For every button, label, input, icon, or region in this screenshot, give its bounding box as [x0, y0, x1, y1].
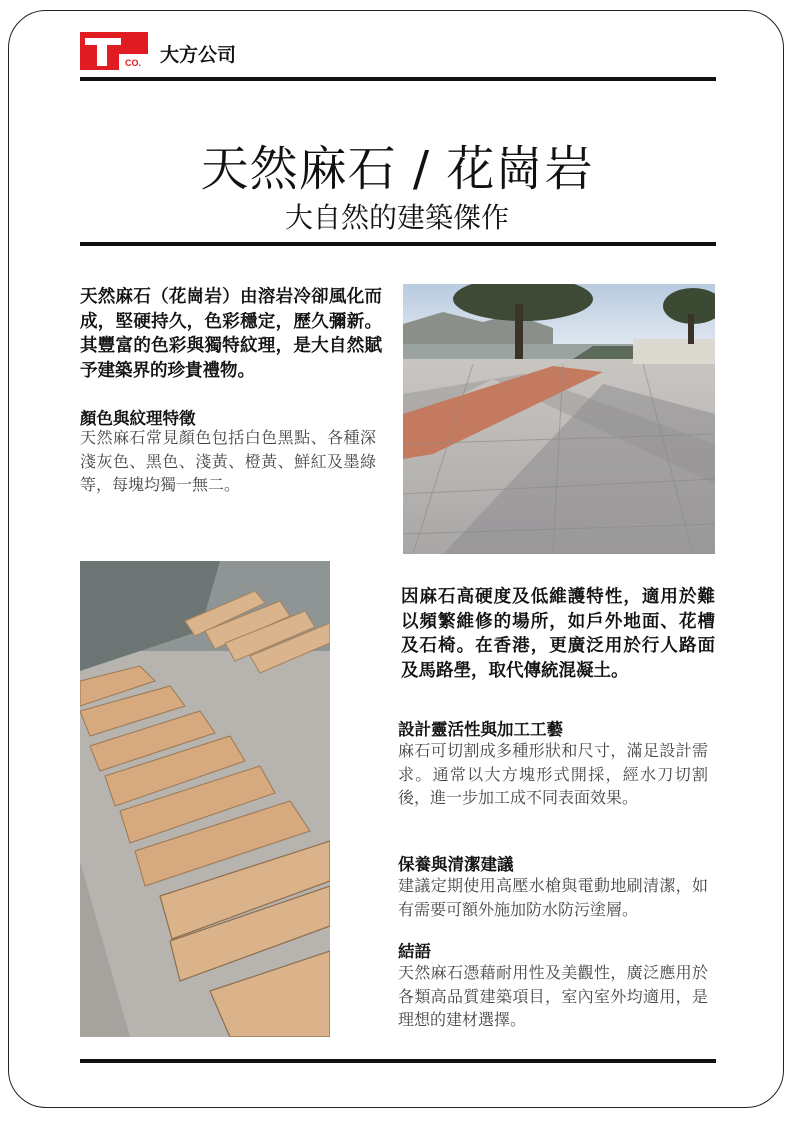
title-rule: [80, 242, 716, 246]
intro-paragraph: 天然麻石（花崗岩）由溶岩冷卻風化而成，堅硬持久，色彩穩定，歷久彌新。其豐富的色彩與獨特紋理，是大自然賦予建築界的珍貴禮物。: [80, 287, 382, 381]
granite-kerbstones-photo: [80, 561, 330, 1037]
application-paragraph: 因麻石高硬度及低維護特性，適用於難以頻繁維修的場所，如戶外地面、花槽及石椅。在香港，更廣泛用於行人路面及馬路壆，取代傳統混凝土。: [401, 587, 715, 681]
care-body: 建議定期使用高壓水槍與電動地刷清潔，如有需要可額外施加防水防污塗層。: [398, 876, 708, 919]
page-title: 天然麻石 / 花崗岩: [200, 141, 594, 197]
company-logo: [80, 32, 148, 70]
company-name: 大方公司: [160, 44, 237, 66]
conclusion-heading: 結語: [398, 942, 431, 961]
logo-text: CO.: [124, 58, 142, 68]
design-heading: 設計靈活性與加工工藝: [398, 720, 563, 739]
page-subtitle: 大自然的建築傑作: [284, 201, 509, 234]
care-heading: 保養與清潔建議: [398, 855, 514, 874]
conclusion-body: 天然麻石憑藉耐用性及美觀性，廣泛應用於各類高品質建築項目，室內室外均適用，是理想的建材選擇。: [398, 963, 708, 1029]
design-body: 麻石可切割成多種形狀和尺寸，滿足設計需求。通常以大方塊形式開採，經水刀切割後，進一步加工成不同表面效果。: [398, 741, 708, 807]
top-rule: [80, 77, 716, 81]
colors-heading: 顏色與紋理特徵: [80, 409, 196, 428]
bottom-rule: [80, 1059, 716, 1063]
granite-plaza-photo: [403, 284, 715, 554]
colors-body: 天然麻石常見顏色包括白色黑點、各種深淺灰色、黑色、淺黃、橙黃、鮮紅及墨綠等，每塊均獨一無二。: [80, 428, 376, 494]
